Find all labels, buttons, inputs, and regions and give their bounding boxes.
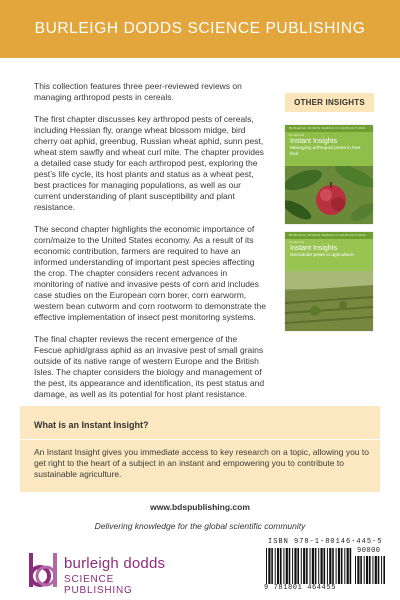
barcode-bar xyxy=(366,556,368,584)
barcode-bar xyxy=(341,548,343,584)
barcode-bar xyxy=(306,548,308,584)
barcode-digits: 9 781801 464455 xyxy=(264,584,337,592)
description-text xyxy=(34,81,266,411)
book-cover-nematode[interactable] xyxy=(285,232,373,331)
barcode-bar xyxy=(266,548,267,584)
barcode-bar xyxy=(332,548,334,584)
website-link[interactable]: www.bdspublishing.com xyxy=(150,502,250,512)
barcode-bar xyxy=(383,556,385,584)
barcode-bar xyxy=(271,548,273,584)
barcode-bar xyxy=(324,548,326,584)
other-insights-label: OTHER INSIGHTS xyxy=(285,93,374,112)
header-bar xyxy=(0,0,400,58)
barcode-bar xyxy=(318,548,319,584)
publisher-title: BURLEIGH DODDS SCIENCE PUBLISHING xyxy=(34,20,366,37)
barcode-bar xyxy=(277,548,279,584)
divider xyxy=(20,439,380,440)
fruit-tree-image xyxy=(285,166,373,224)
barcode-bar xyxy=(292,548,293,584)
barcode-bar xyxy=(268,548,270,584)
barcode-bar xyxy=(344,548,345,584)
book-series-line: BURLEIGH DODDS SERIES IN AGRICULTURAL SCIENCE xyxy=(285,125,373,132)
barcode-bar xyxy=(294,548,296,584)
barcode-main xyxy=(266,548,352,584)
book-title: Instant Insights xyxy=(290,138,338,145)
barcode-bar xyxy=(372,556,373,584)
isbn-text: ISBN 978-1-80146-445-5 xyxy=(268,538,383,546)
logo-text-primary: burleigh dodds xyxy=(64,555,166,572)
barcode-bar xyxy=(360,556,362,584)
barcode-bar xyxy=(381,556,382,584)
description-paragraph: The second chapter highlights the economic importance of corn/maize to the United States economy. As a result of its economic contribution, farmers are required to have an informed understanding of important pest species affecting the crop. The chapter considers recent advances in monitoring of native and invasive pests of corn and includes case studies on the European corn borer, corn earworm, western bean cutworm and corn rootworm to demonstrate the effective implementation of insect pest monitoring systems. xyxy=(34,224,266,322)
barcode-bar xyxy=(338,548,340,584)
barcode-bar xyxy=(303,548,305,584)
barcode-addon-number: 90000 xyxy=(357,547,381,555)
bd-logo-icon xyxy=(26,552,60,592)
barcode-bar xyxy=(327,548,328,584)
publisher-logo xyxy=(26,552,176,596)
field-crop-image xyxy=(285,271,373,331)
barcode-bar xyxy=(286,548,288,584)
barcode-bar xyxy=(357,556,359,584)
logo-text-secondary: SCIENCE PUBLISHING xyxy=(64,574,133,596)
barcode-bar xyxy=(364,556,365,584)
barcode-bar xyxy=(347,548,349,584)
instant-insight-heading: What is an Instant Insight? xyxy=(34,420,149,430)
barcode-bar xyxy=(369,556,371,584)
description-paragraph: This collection features three peer-reviewed reviews on managing arthropod pests in cereals. xyxy=(34,81,242,102)
barcode-bar xyxy=(355,556,356,584)
barcode-bar xyxy=(336,548,337,584)
barcode-bar xyxy=(297,548,299,584)
instant-insight-box xyxy=(20,406,380,492)
barcode-bar xyxy=(312,548,314,584)
barcode-bar xyxy=(301,548,302,584)
barcode-bar xyxy=(378,556,380,584)
tagline: Delivering knowledge for the global scientific community xyxy=(94,521,306,531)
barcode-bar xyxy=(321,548,323,584)
description-paragraph: The first chapter discusses key arthropod pests of cereals, including Hessian fly, orange wheat blossom midge, bird cherry oat aphid, greenbug, Russian wheat aphid, sunn pest, wheat stem sawfly and wheat curl mite. The chapter provides a detailed case study for each arthropod pest, exploring the pest’s life cycle, its host plants and status as a wheat pest, best practices for managing populations, as well as our current understanding of plant susceptibility and plant resistance. xyxy=(34,114,264,212)
barcode-bar xyxy=(375,556,377,584)
book-cover-tree-fruit[interactable] xyxy=(285,125,373,224)
barcode-addon xyxy=(355,556,385,584)
description-paragraph: The final chapter reviews the recent emergence of the Fescue aphid/grass aphid as an invasive pest of small grains outside of its native range of western Europe and the British Isles. The chapter considers the biology and management of the pest, its appearance and identification, its pest status and damage, as well as its potential for host plant resistance. xyxy=(34,334,265,399)
barcode-bar xyxy=(275,548,276,584)
barcode-bar xyxy=(289,548,291,584)
book-title: Instant Insights xyxy=(290,245,338,252)
book-subtitle: Nematode pests in agriculture xyxy=(290,253,354,258)
barcode-bar xyxy=(280,548,282,584)
barcode-bar xyxy=(310,548,311,584)
book-subtitle: Managing arthropod pests in tree fruit xyxy=(290,146,361,157)
barcode-bar xyxy=(283,548,284,584)
barcode-bar xyxy=(315,548,317,584)
book-series-line: BURLEIGH DODDS SERIES IN AGRICULTURAL SCIENCE xyxy=(285,232,373,239)
instant-insight-text: An Instant Insight gives you immediate access to key research on a topic, allowing you to get right to the heart of a subject in an instant and empowering you to contribute to sustainable agriculture. xyxy=(34,447,369,479)
barcode-bar xyxy=(329,548,331,584)
barcode-bar xyxy=(350,548,352,584)
isbn-barcode xyxy=(258,535,392,595)
